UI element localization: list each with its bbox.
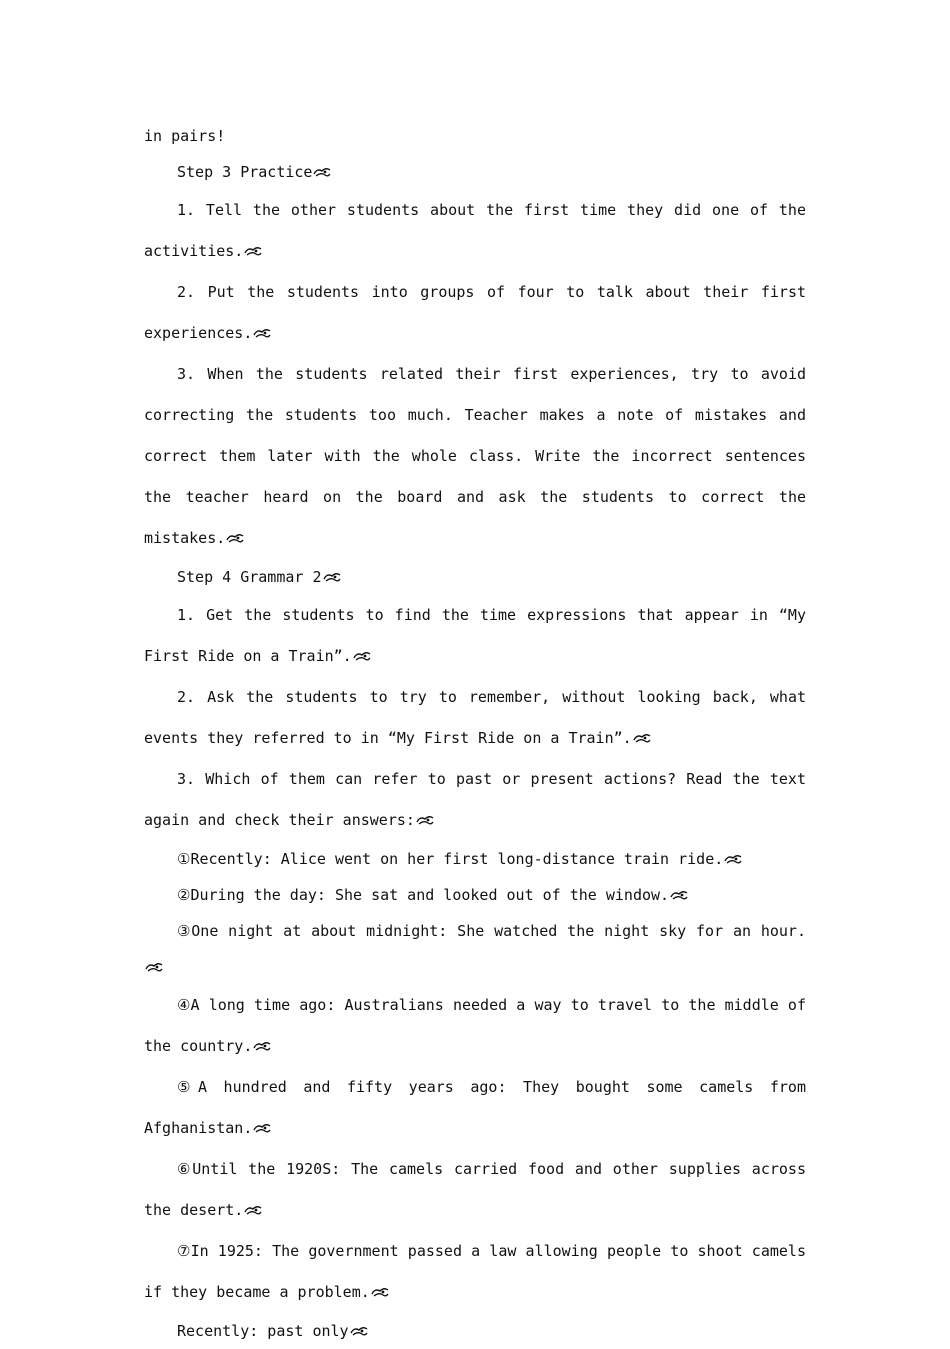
watermark-glyph-icon bbox=[724, 853, 742, 865]
paragraph-text: 2. Put the students into groups of four to talk about their first experiences. bbox=[144, 283, 806, 342]
paragraph-text: Step 4 Grammar 2 bbox=[177, 568, 322, 586]
paragraph-text: ④A long time ago: Australians needed a way to travel to the middle of the country. bbox=[144, 996, 806, 1055]
paragraph bbox=[144, 190, 806, 272]
watermark-glyph-icon bbox=[145, 961, 163, 973]
paragraph-text: Step 3 Practice bbox=[177, 163, 313, 181]
watermark-glyph-icon bbox=[253, 327, 271, 339]
paragraph bbox=[144, 1149, 806, 1231]
paragraph bbox=[144, 272, 806, 354]
watermark-glyph-icon bbox=[353, 650, 371, 662]
watermark-glyph-icon bbox=[253, 1040, 271, 1052]
watermark-glyph-icon bbox=[670, 889, 688, 901]
paragraph-text: ⑦In 1925: The government passed a law allowing people to shoot camels if they became a problem. bbox=[144, 1242, 806, 1301]
paragraph-text: ③One night at about midnight: She watched the night sky for an hour. bbox=[177, 922, 806, 940]
paragraph-text: 1. Get the students to find the time expressions that appear in “My First Ride on a Train”. bbox=[144, 606, 806, 665]
paragraph bbox=[144, 118, 806, 154]
paragraph bbox=[144, 1231, 806, 1313]
paragraph-text: 3. Which of them can refer to past or present actions? Read the text again and check their answers: bbox=[144, 770, 806, 829]
watermark-glyph-icon bbox=[244, 245, 262, 257]
paragraph bbox=[144, 677, 806, 759]
paragraph bbox=[144, 913, 806, 985]
paragraph-text: ⑤A hundred and fifty years ago: They bought some camels from Afghanistan. bbox=[144, 1078, 806, 1137]
watermark-glyph-icon bbox=[633, 732, 651, 744]
paragraph bbox=[144, 841, 806, 877]
paragraph bbox=[144, 877, 806, 913]
paragraph-text: 1. Tell the other students about the first time they did one of the activities. bbox=[144, 201, 806, 260]
watermark-glyph-icon bbox=[416, 814, 434, 826]
watermark-glyph-icon bbox=[323, 571, 341, 583]
document-body bbox=[144, 118, 806, 1349]
watermark-glyph-icon bbox=[253, 1122, 271, 1134]
paragraph-text: Recently: past only bbox=[177, 1322, 349, 1340]
paragraph bbox=[144, 595, 806, 677]
paragraph-text: ⑥Until the 1920S: The camels carried food and other supplies across the desert. bbox=[144, 1160, 806, 1219]
paragraph bbox=[144, 759, 806, 841]
paragraph-text: 2. Ask the students to try to remember, without looking back, what events they referred to in “My First Ride on a Train”. bbox=[144, 688, 806, 747]
paragraph bbox=[144, 559, 806, 595]
paragraph-text: in pairs! bbox=[144, 127, 226, 145]
paragraph bbox=[144, 154, 806, 190]
paragraph-text: ②During the day: She sat and looked out of the window. bbox=[177, 886, 670, 904]
watermark-glyph-icon bbox=[350, 1325, 368, 1337]
paragraph-text: 3. When the students related their first experiences, try to avoid correcting the students too much. Teacher makes a note of mistakes and correct them later with the whole class. Write the incorrect sentences the teacher heard on the board and ask the students to correct the mistakes. bbox=[144, 365, 806, 547]
paragraph-text: ①Recently: Alice went on her first long-distance train ride. bbox=[177, 850, 724, 868]
watermark-glyph-icon bbox=[226, 532, 244, 544]
watermark-glyph-icon bbox=[371, 1286, 389, 1298]
watermark-glyph-icon bbox=[244, 1204, 262, 1216]
paragraph bbox=[144, 354, 806, 559]
watermark-glyph-icon bbox=[313, 166, 331, 178]
paragraph bbox=[144, 1067, 806, 1149]
paragraph bbox=[144, 985, 806, 1067]
